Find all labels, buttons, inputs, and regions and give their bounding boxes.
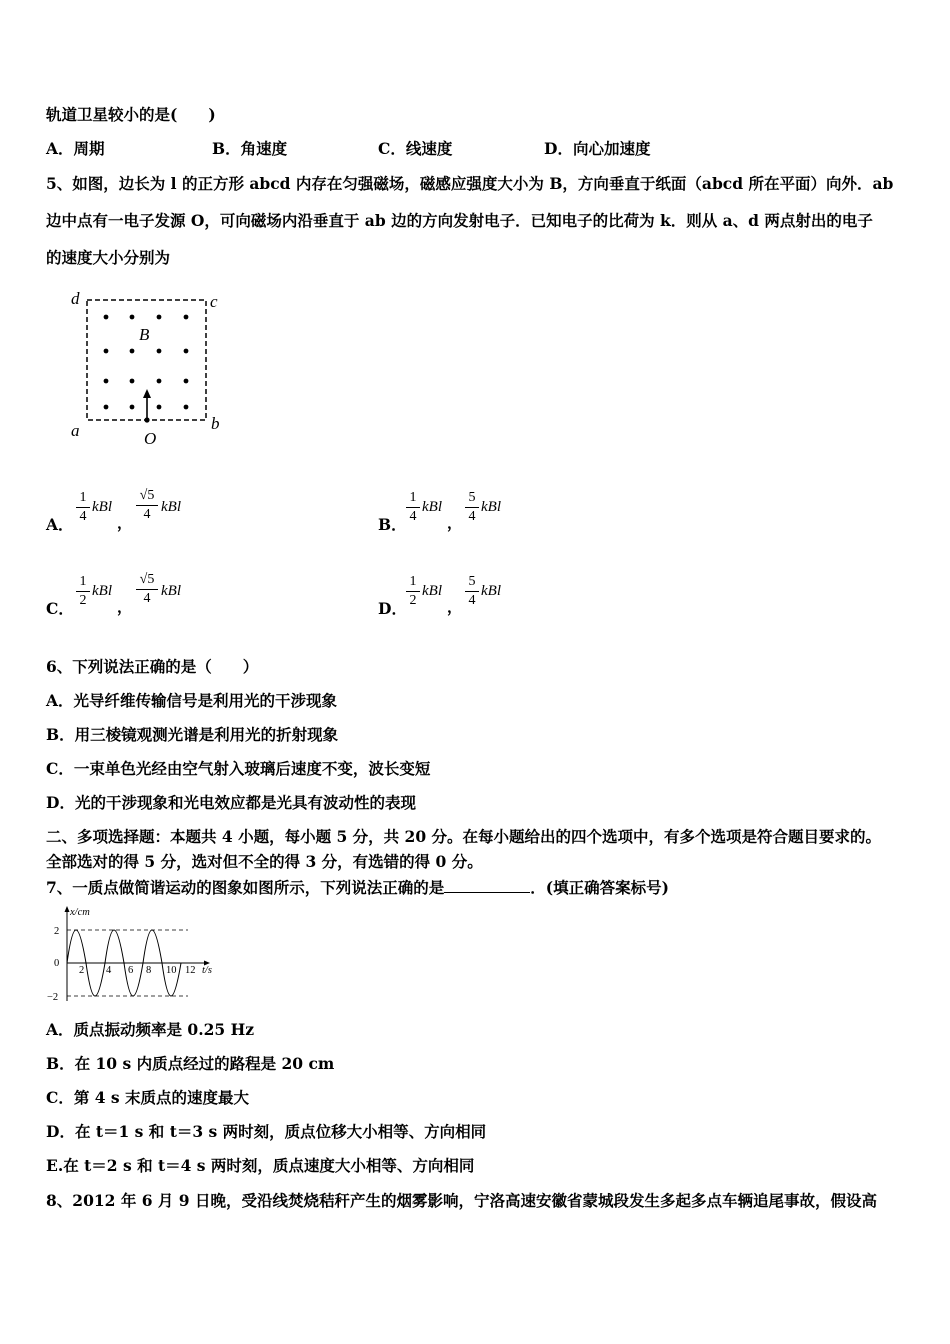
q6-stem: 6、下列说法正确的是（ ） xyxy=(46,657,259,676)
q5-stem-line2: 边中点有一电子发源 O，可向磁场内沿垂直于 ab 边的方向发射电子．已知电子的比荷为 k．则从 a、d 两点射出的电子 xyxy=(46,211,873,230)
q4-stem-tail: 轨道卫星较小的是( ) xyxy=(46,105,216,124)
shm-graph xyxy=(44,903,224,1003)
q6-option-c: C．一束单色光经由空气射入玻璃后速度不变，波长变短 xyxy=(46,759,431,778)
q7-option-e: E.在 t＝2 s 和 t＝4 s 两时刻，质点速度大小相等、方向相同 xyxy=(46,1156,475,1175)
x-tick-2: 2 xyxy=(79,965,85,976)
origin-o-label: O xyxy=(144,429,157,448)
fraction-1: 1 2 xyxy=(76,574,90,609)
q7-option-b: B．在 10 s 内质点经过的路程是 20 cm xyxy=(46,1054,335,1073)
option-label: B． xyxy=(378,515,407,534)
magnetic-field-figure xyxy=(60,285,230,450)
unit-kbl: kBl xyxy=(422,583,442,599)
y-tick-2: 2 xyxy=(54,926,60,937)
fraction-1: 1 4 xyxy=(406,490,420,525)
q4-option-c: C．线速度 xyxy=(378,139,453,158)
q4-option-d: D．向心加速度 xyxy=(544,139,651,158)
unit-kbl: kBl xyxy=(161,499,181,515)
answer-blank xyxy=(444,878,530,893)
unit-kbl: kBl xyxy=(422,499,442,515)
q7-option-a: A．质点振动频率是 0.25 Hz xyxy=(46,1020,255,1039)
unit-kbl: kBl xyxy=(481,583,501,599)
unit-kbl: kBl xyxy=(92,583,112,599)
x-tick-8: 8 xyxy=(146,965,152,976)
q4-option-a: A．周期 xyxy=(46,139,105,158)
option-label: A． xyxy=(46,515,74,534)
q6-option-b: B．用三棱镜观测光谱是利用光的折射现象 xyxy=(46,725,339,744)
unit-kbl: kBl xyxy=(161,583,181,599)
y-tick-neg2: −2 xyxy=(47,992,59,1003)
separator: ， xyxy=(447,598,463,616)
x-tick-4: 4 xyxy=(106,965,112,976)
q8-stem-line1: 8、2012 年 6 月 9 日晚，受沿线焚烧秸秆产生的烟雾影响，宁洛高速安徽省蒙城段发生多起多点车辆追尾事故，假设高 xyxy=(46,1191,877,1210)
section2-header-line2: 全部选对的得 5 分，选对但不全的得 3 分，有选错的得 0 分。 xyxy=(46,852,483,871)
q5-stem-line1: 5、如图，边长为 l 的正方形 abcd 内存在匀强磁场，磁感应强度大小为 B，方向垂直于纸面（abcd 所在平面）向外．ab xyxy=(46,174,894,193)
y-tick-0: 0 xyxy=(54,958,60,969)
q7-option-c: C．第 4 s 末质点的速度最大 xyxy=(46,1088,250,1107)
q6-option-a: A．光导纤维传输信号是利用光的干涉现象 xyxy=(46,691,338,710)
q7-stem xyxy=(46,876,669,898)
corner-a-label: a xyxy=(71,421,80,440)
x-tick-6: 6 xyxy=(128,965,134,976)
fraction-2: 5 4 xyxy=(465,490,479,525)
corner-c-label: c xyxy=(210,292,218,311)
fraction-1: 1 4 xyxy=(76,490,90,525)
y-axis-label: x/cm xyxy=(70,907,90,918)
separator: ， xyxy=(447,514,463,532)
section2-header-line1: 二、多项选择题：本题共 4 小题，每小题 5 分，共 20 分。在每小题给出的四个选项中，有多个选项是符合题目要求的。 xyxy=(46,827,882,846)
q4-option-b: B．角速度 xyxy=(212,139,288,158)
field-b-label: B xyxy=(139,325,150,344)
x-tick-10: 10 xyxy=(166,965,177,976)
unit-kbl: kBl xyxy=(481,499,501,515)
q7-stem-after: ．(填正确答案标号) xyxy=(530,878,669,897)
fraction-2: √5 4 xyxy=(136,488,158,523)
q7-stem-before: 7、一质点做简谐运动的图象如图所示，下列说法正确的是 xyxy=(46,878,445,897)
x-axis-label: t/s xyxy=(202,965,212,976)
separator: ， xyxy=(117,514,133,532)
fraction-2: 5 4 xyxy=(465,574,479,609)
option-label: C． xyxy=(46,599,74,618)
unit-kbl: kBl xyxy=(92,499,112,515)
option-label: D． xyxy=(378,599,407,618)
fraction-1: 1 2 xyxy=(406,574,420,609)
x-tick-12: 12 xyxy=(185,965,196,976)
q7-option-d: D．在 t＝1 s 和 t＝3 s 两时刻，质点位移大小相等、方向相同 xyxy=(46,1122,487,1141)
q5-stem-line3: 的速度大小分别为 xyxy=(46,248,171,267)
fraction-2: √5 4 xyxy=(136,572,158,607)
corner-d-label: d xyxy=(71,289,80,308)
separator: ， xyxy=(117,598,133,616)
corner-b-label: b xyxy=(211,414,220,433)
q6-option-d: D．光的干涉现象和光电效应都是光具有波动性的表现 xyxy=(46,793,416,812)
